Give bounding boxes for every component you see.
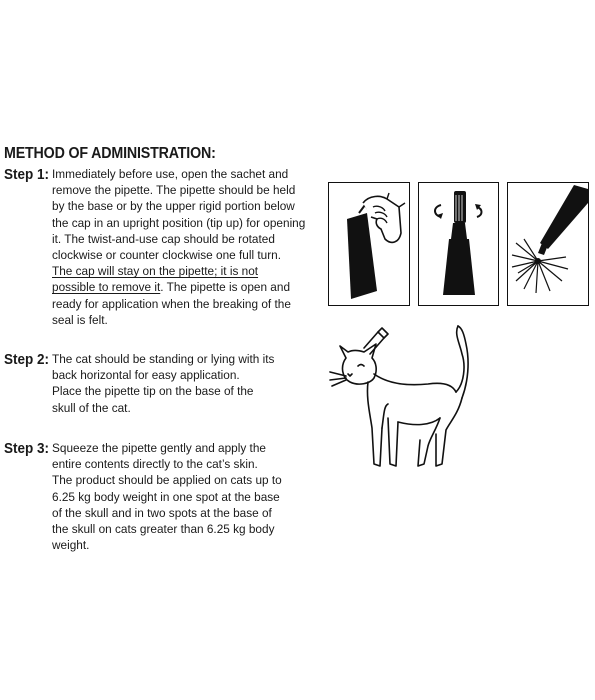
step-1-line: the cap in an upright position (tip up) for opening [52, 215, 306, 230]
step-2-line: Place the pipette tip on the base of the [52, 384, 254, 399]
step-3 [4, 440, 309, 560]
illustration-panel-3 [507, 182, 589, 306]
step-3-line: of the skull and in two spots at the base of [52, 505, 272, 520]
step-2-text [52, 351, 310, 416]
pipette-squeeze-spray-icon [508, 183, 588, 305]
step-3-line: the skull on cats greater than 6.25 kg body [52, 522, 275, 537]
twist-cap-pipette-icon [419, 183, 498, 305]
hand-opening-pipette-icon [329, 183, 409, 305]
step-3-line: weight. [52, 538, 90, 553]
step-3-line: The product should be applied on cats up to [52, 473, 282, 488]
step-1-line: seal is felt. [52, 312, 108, 327]
step-2 [4, 351, 309, 421]
step-3-line: 6.25 kg body weight in one spot at the base [52, 489, 280, 504]
step-1-line: it. The twist-and-use cap should be rotated [52, 231, 275, 246]
illustration-panel-1 [328, 182, 410, 306]
step-1-label: Step 1: [4, 166, 50, 183]
step-2-label: Step 2: [4, 351, 50, 368]
step-1-line: Immediately before use, open the sachet and [52, 167, 289, 181]
step-1-underlined-text: possible to remove it [52, 280, 161, 295]
cat-with-pipette-icon [318, 318, 478, 470]
step-3-line: entire contents directly to the cat’s skin. [52, 457, 258, 472]
page-heading: METHOD OF ADMINISTRATION: [4, 145, 216, 162]
step-1-line: remove the pipette. The pipette should be held [52, 183, 296, 198]
step-1-line: ready for application when the breaking of the [52, 296, 291, 311]
step-1-line-tail: . The pipette is open and [160, 280, 291, 295]
step-1-mixed-line [52, 279, 300, 295]
step-1-underlined-line: The cap will stay on the pipette; it is not [52, 264, 259, 279]
step-3-label: Step 3: [4, 440, 50, 457]
step-1-text [52, 166, 310, 328]
step-3-text [52, 440, 310, 553]
step-2-line: skull of the cat. [52, 400, 131, 415]
step-1 [4, 166, 309, 346]
illustration-panel-2 [418, 182, 499, 306]
step-3-line: Squeeze the pipette gently and apply the [52, 441, 266, 455]
step-2-line: The cat should be standing or lying with its [52, 352, 275, 366]
step-1-line: clockwise or counter clockwise one full turn. [52, 248, 281, 263]
step-2-line: back horizontal for easy application. [52, 368, 240, 383]
step-1-line: by the base or by the upper rigid portion below [52, 199, 295, 214]
cat-illustration [318, 318, 478, 470]
